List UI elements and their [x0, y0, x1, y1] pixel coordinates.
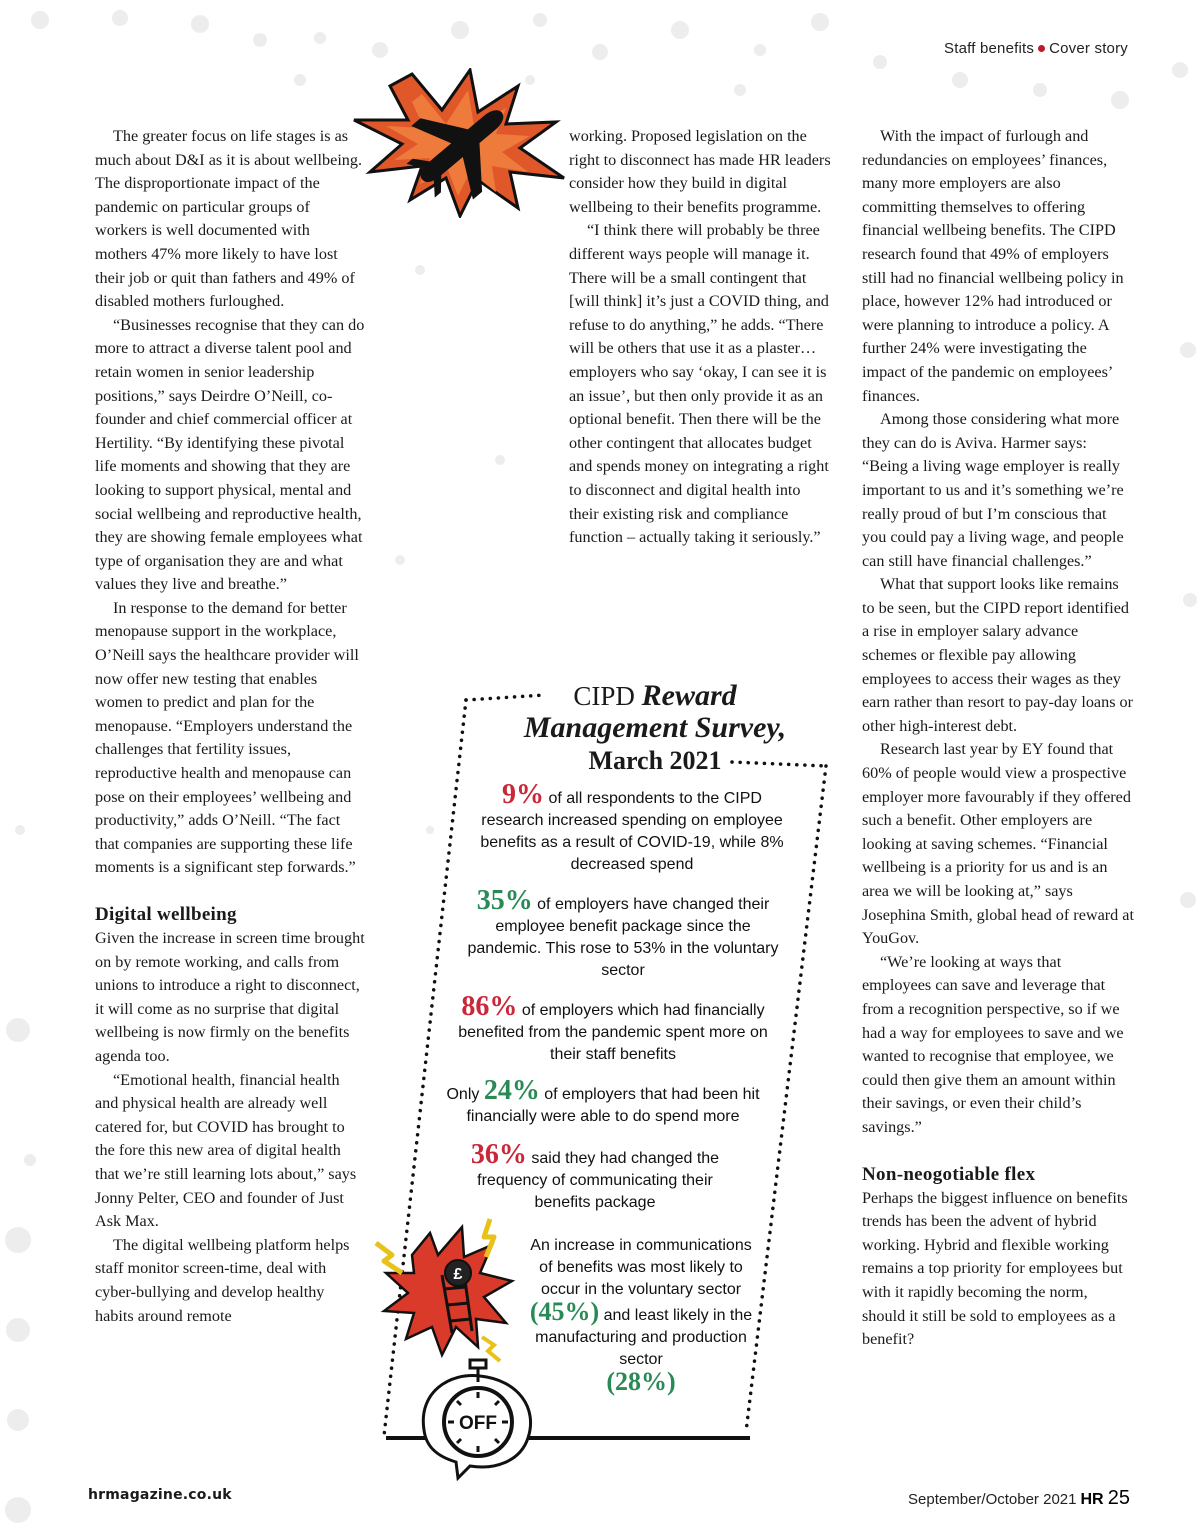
- issue-footer: [908, 1487, 1130, 1510]
- body-paragraph: In response to the demand for better menopause support in the workplace, O’Neill says the healthcare provider will now offer new testing that enables women to predict and plan for the menopause. “Employers understand the challenges that fertility issues, reproductive health and menopause can pose on their employees’ wellbeing and productivity,” adds O’Neill. “The fact that companies are supporting these life moments is a significant step forwards.”: [95, 598, 359, 877]
- category-label: Cover story: [1049, 40, 1128, 57]
- stat-prefix: Only: [446, 1086, 484, 1103]
- body-paragraph: Perhaps the biggest influence on benefits trends has been the advent of hybrid working. Hybrid and flexible working remains a top priority for employees but with it rapidly becoming the norm, should it still be sold to employees as a benefit?: [862, 1188, 1128, 1349]
- survey-stat: [448, 991, 778, 1066]
- pound-symbol: £: [453, 1266, 463, 1283]
- off-label: OFF: [459, 1413, 497, 1434]
- body-paragraph: Research last year by EY found that 60% of people would view a prospective employer more favourably if they offered such a benefit. Other employers are looking at saving schemes. “Financial wellbeing is a priority for us and is an area we will be looking at,” says Josephina Smith, global head of reward at YouGov.: [862, 740, 1134, 948]
- body-paragraph: working. Proposed legislation on the right to disconnect has made HR leaders consider how they build in digital wellbeing to their benefits programme.: [569, 127, 831, 216]
- section-heading-flex: Non-neogotiable flex: [862, 1163, 1036, 1185]
- body-paragraph: “Emotional health, financial health and physical health are already well catered for, but COVID has brought to the fore this new area of digital health that we’re still learning lots about,” says Jonny Pelter, CEO and founder of Just Ask Max.: [95, 1070, 357, 1231]
- body-paragraph: Among those considering what more they can do is Aviva. Harmer says: “Being a living wage employer is really important to us and it’s something we’re really proud of but I’m conscious that you could pay a living wage, and people can still have financial challenges.”: [862, 410, 1124, 570]
- stopwatch-off-illustration: [410, 1352, 550, 1482]
- stat-value: 9%: [502, 779, 545, 810]
- survey-stat: [472, 779, 792, 876]
- body-paragraph: Given the increase in screen time brought on by remote working, and calls from unions to introduce a right to disconnect, it will come as no surprise that digital wellbeing is now firmly on the benefits agenda too.: [95, 929, 365, 1065]
- body-paragraph: The digital wellbeing platform helps staff monitor screen-time, deal with cyber-bullying and develop healthy habits around remote: [95, 1235, 350, 1325]
- survey-final-stat: [526, 1235, 756, 1397]
- body-paragraph: With the impact of furlough and redundancies on employees’ finances, many more employers are also committing themselves to offering financial wellbeing benefits. The CIPD research found that 49% of employers still had no financial wellbeing policy in place, however 12% had introduced or were planning to introduce a policy. A further 24% were investigating the impact of the pandemic on employees’ finances.: [862, 127, 1124, 405]
- article-column-3: [862, 125, 1134, 1352]
- stat-value: 35%: [476, 885, 533, 916]
- final-text-2: and least likely in the manufacturing and production sector: [535, 1307, 753, 1368]
- survey-stat: [460, 1139, 730, 1214]
- body-paragraph: The greater focus on life stages is as much about D&I as it is about wellbeing. The disproportionate impact of the pandemic on particular groups of workers is well documented with mothers 47% more likely to have lost their job or quit than fathers and 49% of disabled mothers furloughed.: [95, 127, 363, 311]
- stopwatch-off-icon: [444, 1360, 512, 1456]
- stat-text: of employers which had financially benefited from the pandemic spent more on their staff benefits: [458, 1002, 768, 1063]
- body-paragraph: What that support looks like remains to be seen, but the CIPD report identified a rise in employer salary advance schemes or flexible pay allowing employees to access their wages as they earn rather than resort to pay-day loans or other high-interest debt.: [862, 575, 1134, 735]
- stat-text: of all respondents to the CIPD research increased spending on employee benefits as a result of COVID-19, while 8% decreased spend: [480, 790, 784, 873]
- survey-stat: [432, 1075, 774, 1128]
- section-heading-digital-wellbeing: Digital wellbeing: [95, 904, 237, 925]
- survey-title-prefix: CIPD: [573, 681, 642, 711]
- body-paragraph: “Businesses recognise that they can do more to attract a diverse talent pool and retain women in senior leadership positions,” says Deirdre O’Neill, co-founder and chief commercial officer at Hertility. “By identifying these pivotal life moments and showing that they are looking to support physical, mental and social wellbeing and reproductive health, they are showing female employees what type of organisation they are and what values they live and breathe.”: [95, 315, 365, 594]
- stat-value: 86%: [461, 991, 518, 1022]
- section-label: Staff benefits: [944, 40, 1035, 57]
- stat-text: said they had changed the frequency of communicating their benefits package: [477, 1150, 720, 1211]
- survey-title-comma: ,: [778, 711, 787, 744]
- survey-title: [470, 680, 840, 778]
- survey-stat: [463, 885, 783, 982]
- final-value-1: (45%): [529, 1297, 600, 1326]
- pound-ladder-burst-illustration: [372, 1215, 532, 1365]
- final-value-2: (28%): [606, 1367, 676, 1396]
- survey-date: March 2021: [588, 746, 722, 775]
- article-column-2: [569, 125, 831, 550]
- final-text-1: An increase in communications of benefits was most likely to occur in the voluntary sector: [530, 1237, 752, 1298]
- stat-value: 24%: [483, 1075, 540, 1106]
- body-paragraph: “We’re looking at ways that employees can save and leverage that from a recognition perspective, so if we had a way for employees to save and we wanted to recognise that employee, we could then give them an amount within their savings, or even their child’s savings.”: [862, 952, 1124, 1136]
- header-dot: [1038, 45, 1045, 52]
- body-paragraph: “I think there will probably be three different ways people will manage it. There will be a small contingent that [will think] it’s just a COVID thing, and refuse to do anything,” he adds. “There will be others that use it as a plaster… employers who say ‘okay, I can see it is an issue’, but then only provide it as an optional benefit. Then there will be the other contingent that allocates budget and spends money on integrating a right to disconnect and digital health into their existing risk and compliance function – actually taking it seriously.”: [569, 221, 829, 547]
- stat-value: 36%: [470, 1139, 527, 1170]
- website-footer: hrmagazine.co.uk: [88, 1487, 232, 1503]
- issue-date: September/October 2021: [908, 1491, 1077, 1508]
- stat-text: of employers have changed their employee benefit package since the pandemic. This rose to 53% in the voluntary sector: [467, 896, 779, 979]
- article-column-1: [95, 125, 365, 1328]
- magazine-name: HR: [1080, 1491, 1104, 1508]
- survey-title-italic-1: Reward: [641, 679, 737, 712]
- section-header: [944, 40, 1128, 57]
- plane-burst-illustration: [350, 68, 580, 218]
- survey-title-italic-2: Management Survey: [523, 711, 779, 744]
- page-number: 25: [1107, 1487, 1130, 1509]
- stat-text: of employers that had been hit financially were able to do spend more: [466, 1086, 760, 1125]
